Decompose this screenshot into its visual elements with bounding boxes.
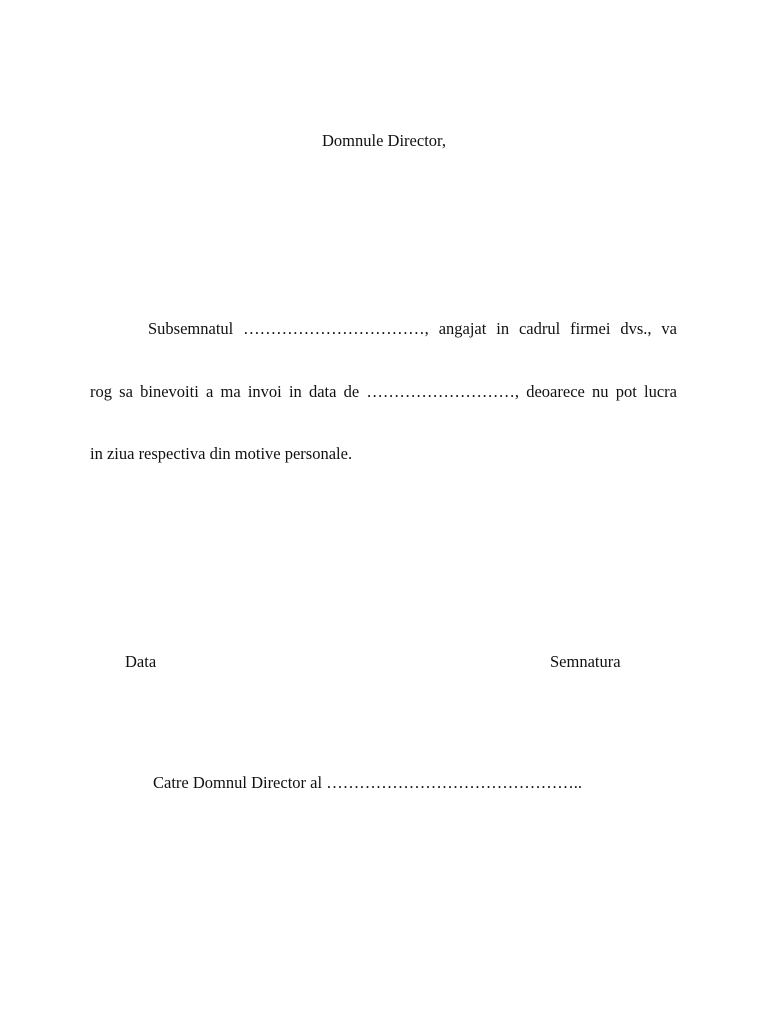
date-label: Data: [125, 652, 157, 671]
paragraph-line-2: rog sa binevoiti a ma invoi in data de ………………………, deoarece nu pot lucra: [90, 382, 677, 401]
addressee-line: Catre Domnul Director al ………………………………………..: [153, 773, 582, 792]
paragraph-line-1: Subsemnatul ……………………………, angajat in cadrul firmei dvs., va: [148, 319, 677, 338]
salutation: Domnule Director,: [322, 131, 446, 150]
paragraph-line-3: in ziua respectiva din motive personale.: [90, 444, 353, 463]
signature-label: Semnatura: [550, 652, 621, 671]
